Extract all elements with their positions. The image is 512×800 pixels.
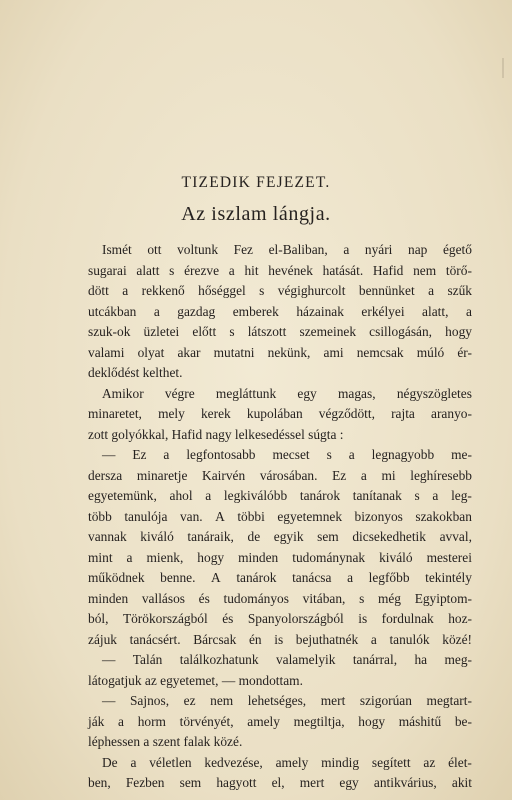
text-line: ják a horm törvényét, amely megtiltja, hogy máshitű be-	[88, 713, 472, 729]
text-line: De a véletlen kedvezése, amely mindig segített az élet-	[102, 754, 472, 770]
text-line: ból, Törökországból és Spanyolországból is fordulnak hoz-	[88, 611, 472, 626]
text-line: valami olyat akar mutatni nekünk, ami nemcsak múló ér-	[88, 344, 472, 360]
text-line: minden vallásos és tudományos vitában, s még Egyiptom-	[88, 590, 472, 606]
chapter-heading: TIZEDIK FEJEZET.	[181, 174, 331, 191]
text-line: vannak kiváló tanáraik, de egyik sem dicsekedhetik avval,	[88, 529, 472, 544]
text-line: deklődést kelthet.	[88, 365, 183, 380]
text-line: — Sajnos, ez nem lehetséges, mert szigorúan megtart-	[102, 693, 472, 708]
text-line: sugarai alatt s érezve a hit hevének hatását. Hafid nem törő-	[88, 262, 472, 278]
text-line: zájuk tanácsért. Bárcsak én is bejuthatnék a tanulók közé!	[88, 631, 472, 647]
text-line: Amikor végre megláttunk egy magas, négyszögletes	[102, 385, 472, 401]
text-line: utcákban a gazdag emberek házainak erkélyei alatt, a	[88, 303, 472, 319]
text-line: mint a mienk, hogy minden tudománynak kiváló mesterei	[88, 549, 472, 565]
text-line: szuk-ok üzletei előtt s látszott szemeinek csillogásán, hogy	[88, 324, 472, 339]
text-line: minaretet, mely kerek kupolában végződött, rajta aranyo-	[88, 406, 472, 421]
text-line: ben, Fezben sem hagyott el, mert egy antikvárius, akit	[88, 775, 472, 790]
text-line: működnek benne. A tanárok tanácsa a legfőbb tekintély	[88, 570, 472, 585]
body-text	[88, 240, 472, 794]
chapter-title: Az iszlam lángja.	[181, 203, 331, 225]
text-line: zott golyókkal, Hafid nagy lelkesedéssel súgta :	[88, 426, 344, 442]
text-line: léphessen a szent falak közé.	[88, 734, 243, 749]
text-line: dött a rekkenő hőséggel s végighurcolt bennünket a szűk	[88, 283, 472, 298]
text-line: — Ez a legfontosabb mecset s a legnagyobb me-	[102, 447, 472, 462]
text-line: dersza minaretje Kairvén városában. Ez a mi leghíresebb	[88, 467, 472, 483]
text-line: több tanulója van. A többi egyetemnek bizonyos szakokban	[88, 508, 472, 524]
text-line: egyetemünk, ahol a legkiválóbb tanárok tanítanak s a leg-	[88, 488, 472, 503]
text-line: — Talán találkozhatunk valamelyik tanárral, ha meg-	[102, 652, 472, 667]
margin-mark	[502, 58, 504, 78]
text-line: látogatjuk az egyetemet, — mondottam.	[88, 672, 303, 688]
text-line: Ismét ott voltunk Fez el-Baliban, a nyári nap égető	[102, 242, 472, 257]
